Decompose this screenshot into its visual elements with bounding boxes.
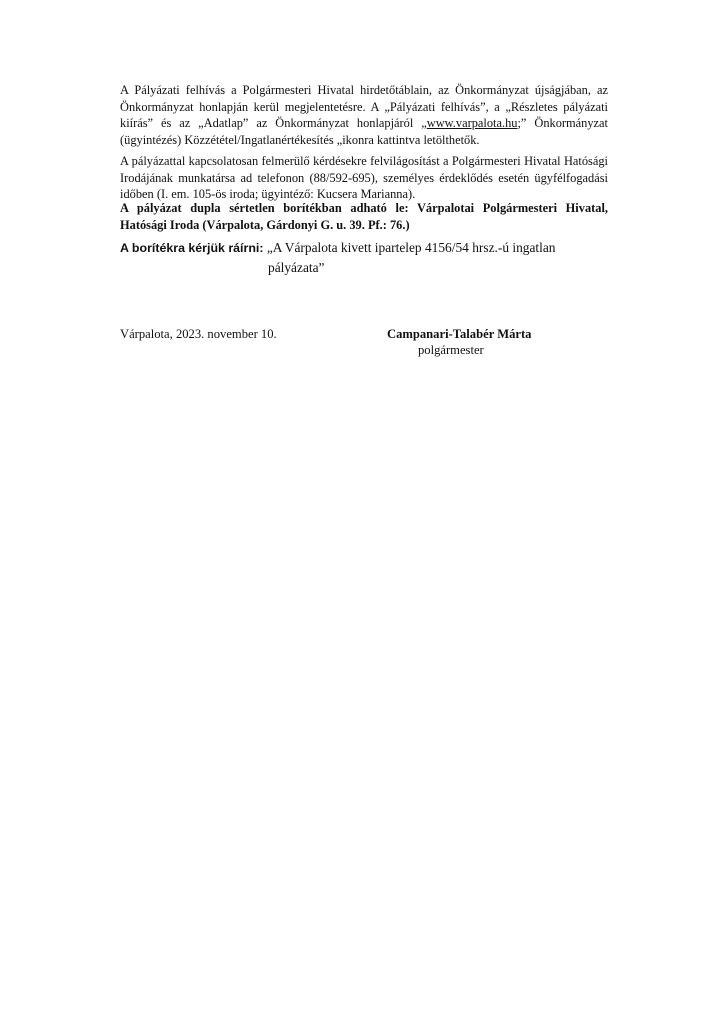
- signatory-role: polgármester: [418, 343, 484, 357]
- paragraph-envelope-label: [120, 238, 620, 277]
- place-date-text: Várpalota, 2023. november 10.: [120, 327, 277, 341]
- paragraph-contact-info: [120, 153, 608, 203]
- website-link[interactable]: www.varpalota.hu: [426, 116, 518, 131]
- signatory-name: Campanari-Talabér Márta: [387, 327, 532, 341]
- envelope-line-1: „A Várpalota kivett ipartelep 4156/54 hrsz.-ú ingatlan: [263, 240, 556, 255]
- contact-info-text: A pályázattal kapcsolatosan felmerülő kérdésekre felvilágosítást a Polgármesteri Hivatal Hatósági Irodájának munkatársa ad telefonon (88/592-695), személyes érdeklődés esetén ügyfélfogadási időben (I. em. 105-ös iroda; ügyintéző: Kucsera Marianna).: [120, 154, 608, 202]
- announcement-text-b: ;” Önkormányzat (ügyintézés) Közzététel/Ingatlanértékesítés „ikonra kattintva letölthetők.: [120, 116, 609, 147]
- place-date: [120, 327, 277, 342]
- envelope-line-2: pályázata”: [268, 260, 325, 275]
- paragraph-submission: [120, 200, 608, 233]
- paragraph-announcement: [120, 82, 608, 148]
- signature-block: [387, 327, 531, 359]
- announcement-text-a: A Pályázati felhívás a Polgármesteri Hivatal hirdetőtáblain, az Önkormányzat újságjában, az Önkormányzat honlapján kerül megjelentetésre. A „Pályázati felhívás”, a „Részletes pályázati kiírás” és az „Adatlap” az Önkormányzat honlapjáról „: [120, 83, 608, 131]
- submission-text: A pályázat dupla sértetlen borítékban adható le: Várpalotai Polgármesteri Hivatal, Hatósági Iroda (Várpalota, Gárdonyi G. u. 39. Pf.: 76.): [120, 201, 608, 232]
- envelope-lead: A borítékra kérjük ráírni:: [120, 241, 264, 255]
